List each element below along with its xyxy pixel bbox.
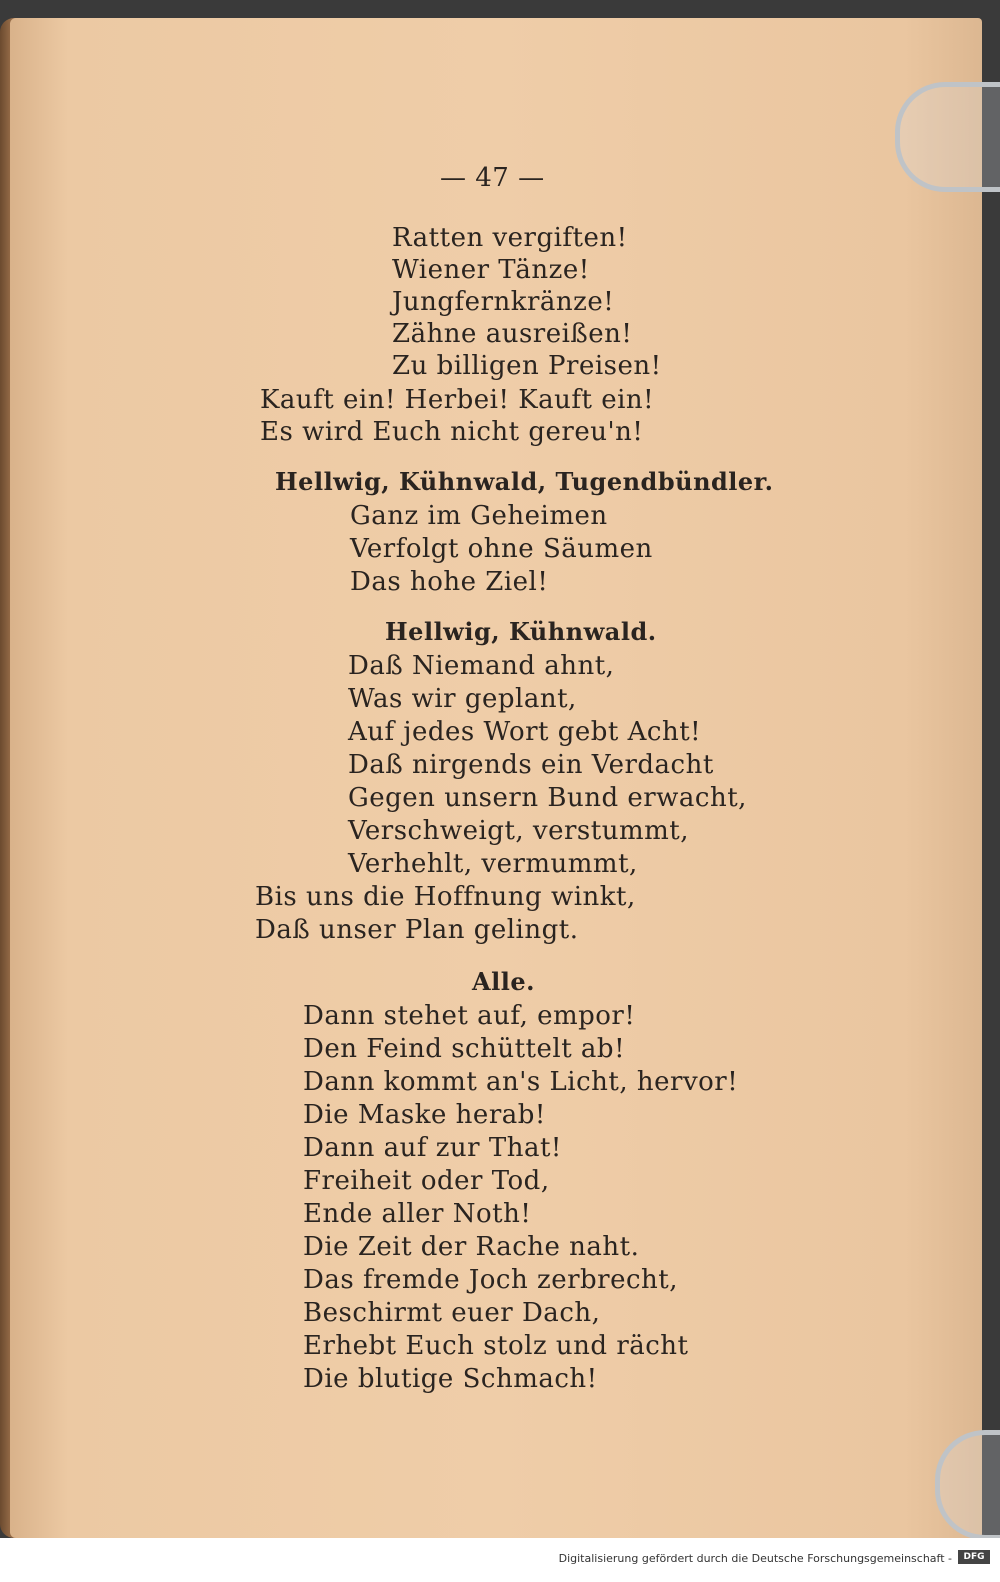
verse-line: Ganz im Geheimen [350, 501, 608, 531]
verse-line: Was wir geplant, [348, 684, 577, 714]
dfg-logo: DFG [958, 1550, 990, 1564]
verse-line: Dann stehet auf, empor! [303, 1001, 636, 1031]
footer-credit: Digitalisierung gefördert durch die Deutsche Forschungsgemeinschaft - [558, 1552, 952, 1565]
verse-line: Freiheit oder Tod, [303, 1166, 550, 1196]
verse-line: Die Maske herab! [303, 1100, 546, 1130]
verse-line: Das fremde Joch zerbrecht, [303, 1265, 678, 1295]
verse-line: Beschirmt euer Dach, [303, 1298, 601, 1328]
verse-line: Dann auf zur That! [303, 1133, 562, 1163]
paper-clip-top [895, 82, 1000, 192]
verse-line: Bis uns die Hoffnung winkt, [255, 882, 636, 912]
verse-line: Ratten vergiften! [392, 223, 628, 253]
verse-line: Gegen unsern Bund erwacht, [348, 783, 747, 813]
verse-line: Die Zeit der Rache naht. [303, 1232, 640, 1262]
verse-line: Daß unser Plan gelingt. [255, 915, 579, 945]
verse-line: Das hohe Ziel! [350, 567, 549, 597]
verse-line: Ende aller Noth! [303, 1199, 532, 1229]
speaker-heading: Hellwig, Kühnwald. [385, 617, 657, 646]
verse-line: Zähne ausreißen! [392, 319, 633, 349]
verse-line: Auf jedes Wort gebt Acht! [348, 717, 702, 747]
verse-line: Daß nirgends ein Verdacht [348, 750, 714, 780]
page-number: — 47 — [440, 163, 545, 193]
verse-line: Kauft ein! Herbei! Kauft ein! [260, 385, 655, 415]
verse-line: Verfolgt ohne Säumen [350, 534, 653, 564]
verse-line: Die blutige Schmach! [303, 1364, 598, 1394]
verse-line: Dann kommt an's Licht, hervor! [303, 1067, 739, 1097]
verse-line: Erhebt Euch stolz und rächt [303, 1331, 689, 1361]
verse-line: Jungfernkränze! [392, 287, 615, 317]
verse-line: Verhehlt, vermummt, [348, 849, 638, 879]
verse-line: Daß Niemand ahnt, [348, 651, 615, 681]
speaker-heading: Hellwig, Kühnwald, Tugendbündler. [275, 467, 774, 496]
verse-line: Zu billigen Preisen! [392, 351, 662, 381]
verse-line: Verschweigt, verstummt, [348, 816, 689, 846]
speaker-heading: Alle. [472, 967, 535, 996]
verse-line: Es wird Euch nicht gereu'n! [260, 417, 644, 447]
verse-line: Wiener Tänze! [392, 255, 590, 285]
verse-line: Den Feind schüttelt ab! [303, 1034, 626, 1064]
